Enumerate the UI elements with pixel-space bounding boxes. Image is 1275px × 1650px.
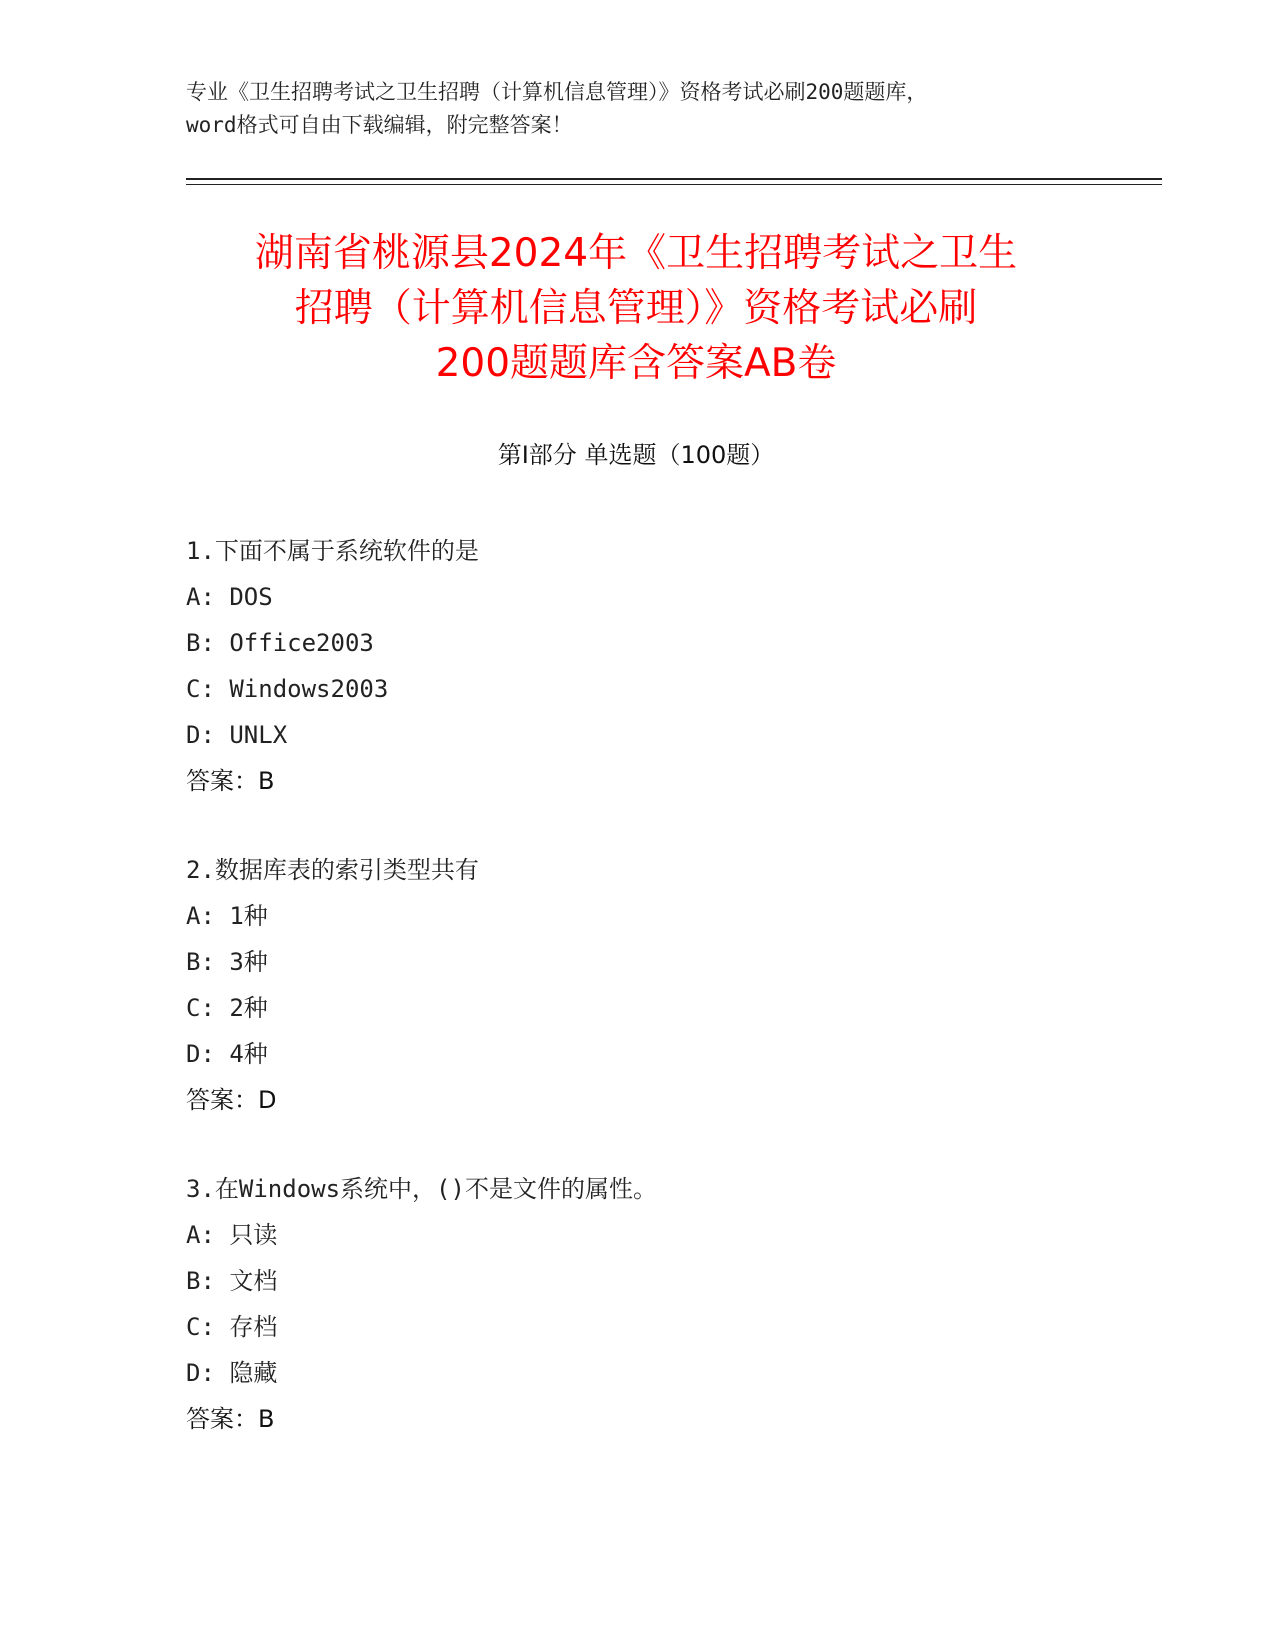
- title-line-3: 200题题库含答案AB卷: [435, 341, 837, 386]
- option-a: A: 1种: [186, 902, 268, 930]
- answer-line: 答案：D: [186, 1086, 277, 1114]
- question-stem: 2.数据库表的索引类型共有: [186, 856, 479, 884]
- option-c: C: 2种: [186, 994, 268, 1022]
- option-d: D: 4种: [186, 1040, 268, 1068]
- option-d: D: 隐藏: [186, 1359, 278, 1387]
- header-note-line-2: word格式可自由下载编辑，附完整答案！: [186, 113, 573, 137]
- answer-line: 答案：B: [186, 767, 275, 795]
- option-a: A: DOS: [186, 583, 273, 611]
- option-c: C: 存档: [186, 1313, 278, 1341]
- document-title: [186, 226, 1086, 391]
- answer-line: 答案：B: [186, 1405, 275, 1433]
- section-heading: 第Ⅰ部分 单选题（100题）: [497, 441, 775, 469]
- question-1: [186, 528, 1086, 804]
- question-stem: 3.在Windows系统中，()不是文件的属性。: [186, 1175, 657, 1203]
- header-note: [186, 76, 1086, 142]
- title-line-1: 湖南省桃源县2024年《卫生招聘考试之卫生: [254, 231, 1018, 276]
- question-3: [186, 1166, 1086, 1442]
- header-note-line-1: 专业《卫生招聘考试之卫生招聘（计算机信息管理）》资格考试必刷200题题库，: [186, 80, 928, 104]
- title-line-2: 招聘（计算机信息管理）》资格考试必刷: [294, 286, 978, 331]
- header-divider-thin: [186, 184, 1162, 185]
- option-a: A: 只读: [186, 1221, 278, 1249]
- question-stem: 1.下面不属于系统软件的是: [186, 537, 479, 565]
- question-2: [186, 847, 1086, 1123]
- header-divider-thick: [186, 178, 1162, 180]
- option-b: B: 文档: [186, 1267, 278, 1295]
- option-c: C: Windows2003: [186, 675, 389, 703]
- option-b: B: Office2003: [186, 629, 374, 657]
- option-d: D: UNLX: [186, 721, 288, 749]
- option-b: B: 3种: [186, 948, 268, 976]
